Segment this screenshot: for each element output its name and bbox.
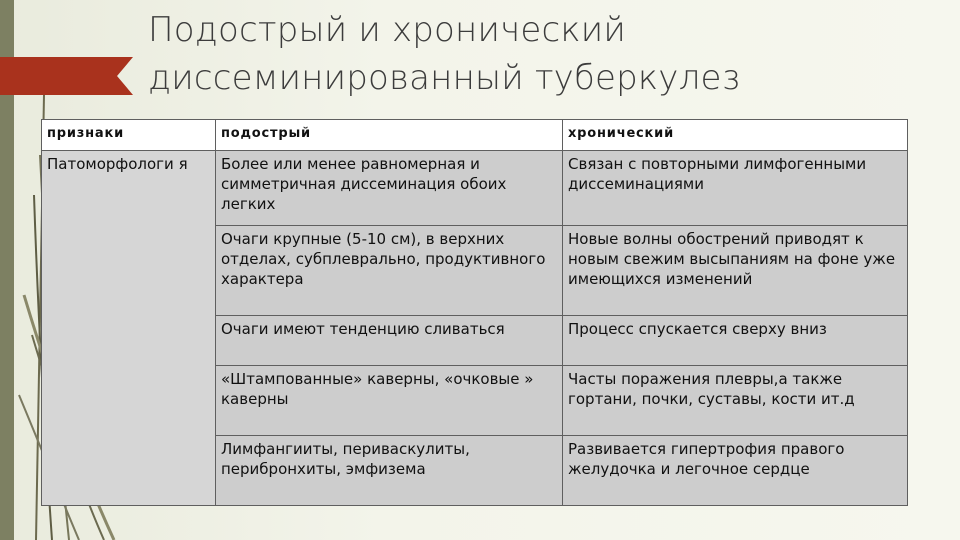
slide-title: Подострый и хронический диссеминированный туберкулез (148, 10, 741, 98)
header-subacute: подострый (216, 120, 563, 151)
chronic-cell: Развивается гипертрофия правого желудочка и легочное сердце (563, 436, 908, 506)
chronic-cell: Процесс спускается сверху вниз (563, 316, 908, 366)
table-row (42, 151, 908, 226)
chronic-cell: Новые волны обострений приводят к новым свежим высыпаниям на фоне уже имеющихся изменений (563, 226, 908, 316)
table-header-row (42, 120, 908, 151)
subacute-cell: Очаги крупные (5-10 см), в верхних отделах, субплеврально, продуктивного характера (216, 226, 563, 316)
subacute-cell: Лимфангииты, периваскулиты, перибронхиты, эмфизема (216, 436, 563, 506)
subacute-cell: Более или менее равномерная и симметричная диссеминация обоих легких (216, 151, 563, 226)
subacute-cell: Очаги имеют тенденцию сливаться (216, 316, 563, 366)
comparison-table-container (41, 119, 907, 506)
accent-arrow-shape (0, 57, 133, 95)
chronic-cell: Часты поражения плевры,а также гортани, почки, суставы, кости ит.д (563, 366, 908, 436)
comparison-table (41, 119, 908, 506)
chronic-cell: Связан с повторными лимфогенными диссеминациями (563, 151, 908, 226)
header-chronic: хронический (563, 120, 908, 151)
header-signs: признаки (42, 120, 216, 151)
sign-cell-pathomorphology: Патоморфологи я (42, 151, 216, 506)
subacute-cell: «Штампованные» каверны, «очковые » каверны (216, 366, 563, 436)
